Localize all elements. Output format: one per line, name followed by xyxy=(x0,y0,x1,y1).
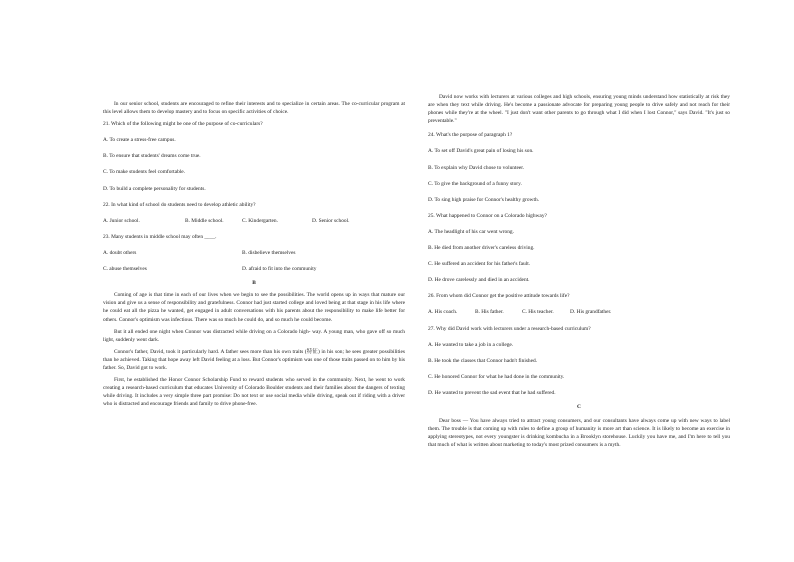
q26-option-a: A. His coach. xyxy=(428,309,458,316)
right-column xyxy=(428,0,730,449)
q22-option-c: C. Kindergarten. xyxy=(242,217,278,224)
question-22: 22. In what kind of school do students need to develop athletic ability? xyxy=(103,201,256,208)
q26-option-d: D. His grandfather. xyxy=(570,309,612,316)
q24-option-b: B. To explain why David chose to volunteer. xyxy=(428,164,525,171)
q26-options xyxy=(428,308,730,316)
q23-options-row2 xyxy=(103,265,405,273)
q27-option-a: A. He wanted to take a job in a college. xyxy=(428,341,514,348)
q25-option-b: B. He died from another driver's careless driving. xyxy=(428,245,535,252)
left-column xyxy=(103,0,405,408)
question-27: 27. Why did David work with lecturers under a research-based curriculum? xyxy=(428,325,591,332)
q23-options-row1 xyxy=(103,249,405,257)
q21-option-d: D. To build a complete personality for students. xyxy=(103,185,206,192)
section-b-paragraph-3: Connor's father, David, took it particularly hard. A father sees more than his own traits (特征) in his son; he sees greater possibilities than he achieved. Taking that hope away left David feeling at a loss. But Connor's optimism was one of those traits passed on to him by his father. So, David got to work. xyxy=(103,348,405,371)
section-b-paragraph-4: First, he established the Honor Connor Scholarship Fund to reward students who served in the community. Next, he went to work creating a research-based curriculum that educates University of Colorado Boulder students and their families about the dangers of texting while driving. It includes a very simple three part promise: Do not text or use social media while driving, speak out if riding with a driver who is distracted and encourage friends and family to drive phone-free. xyxy=(103,377,405,408)
q25-option-a: A. The headlight of his car went wrong. xyxy=(428,228,514,235)
q21-option-b: B. To ensure that students' dreams come true. xyxy=(103,153,201,160)
q22-option-a: A. Junior school. xyxy=(103,217,140,224)
q23-option-b: B. disbelieve themselves xyxy=(242,249,296,256)
section-b-paragraph-1: Coming of age is that time in each of our lives when we begin to see the possibilities. The world opens up in ways that mature our vision and give us a sense of responsibility and gratefulness. Connor had just started college and loved being at that stage in his life where he could eat all the pizza he wanted, get engaged in adult conversations with his parents about the responsibility to make life better for others. Connor's optimism was infectious. There was so much he could do, and so much he could become. xyxy=(103,292,405,323)
section-b-heading: B xyxy=(252,280,256,287)
q24-option-d: D. To sing high praise for Connor's healthy growth. xyxy=(428,196,539,203)
section-b-paragraph-5: David now works with lecturers at various colleges and high schools, ensuring young minds understand how statistically at risk they are when they text while driving. He's become a passionate advocate for preparing young people to drive safely and not reach for their phones while they're at the wheel. "I just don't want other parents to go through what I did when I lost Connor," says David. "It's just so preventable." xyxy=(428,94,730,125)
q26-option-b: B. His father. xyxy=(475,309,504,316)
q27-option-c: C. He honored Connor for what he had done in the community. xyxy=(428,373,565,380)
q22-option-d: D. Senior school. xyxy=(312,217,350,224)
section-c-paragraph-1: Dear boss — You have always tried to attract young consumers, and our consultants have always come up with new ways to label them. The trouble is that coming up with rules to define a group of humanity is more art than science. It is likely to become an exercise in applying stereotypes, not every youngster is drinking kombucha in a Brooklyn storehouse. Luckily you have me, and I'm here to tell you that much of what is written about marketing to today's most prized consumers is a myth. xyxy=(428,418,730,449)
q22-option-b: B. Middle school. xyxy=(185,217,224,224)
q24-option-a: A. To set off David's great pain of losing his son. xyxy=(428,148,534,155)
question-26: 26. From whom did Connor get the positive attitude towards life? xyxy=(428,293,570,300)
question-24: 24. What's the purpose of paragraph 1? xyxy=(428,132,513,139)
question-21: 21. Which of the following might be one of the purpose of co-curriculars? xyxy=(103,121,263,128)
q22-options xyxy=(103,217,405,225)
q23-option-d: D. afraid to fit into the community xyxy=(242,266,317,273)
question-25: 25. What happened to Connor on a Colorado highway? xyxy=(428,212,547,219)
q23-option-a: A. doubt others xyxy=(103,249,137,256)
q21-option-a: A. To create a stress-free campus. xyxy=(103,137,176,144)
q25-option-d: D. He drove carelessly and died in an accident. xyxy=(428,277,530,284)
q25-option-c: C. He suffered an accident for his father's fault. xyxy=(428,261,531,268)
q27-option-b: B. He took the classes that Connor hadn't finished. xyxy=(428,357,538,364)
q26-option-c: C. His teacher. xyxy=(522,309,554,316)
q23-option-c: C. abuse themselves xyxy=(103,266,147,273)
question-23: 23. Many students in middle school may often ____. xyxy=(103,233,217,240)
section-c-heading: C xyxy=(577,403,581,410)
q27-option-d: D. He wanted to prevent the sad event that he had suffered. xyxy=(428,389,556,396)
section-b-paragraph-2: But it all ended one night when Connor was distracted while driving on a Colorado high- way. A young man, who gave off so much light, suddenly went dark. xyxy=(103,328,405,343)
q21-option-c: C. To make students feel comfortable. xyxy=(103,169,186,176)
intro-paragraph: In our senior school, students are encouraged to refine their interests and to specialize in certain areas. The co-curricular program at this level allows them to develop mastery and to focus on specific activities of choice. xyxy=(103,101,405,116)
q24-option-c: C. To give the background of a funny story. xyxy=(428,180,522,187)
